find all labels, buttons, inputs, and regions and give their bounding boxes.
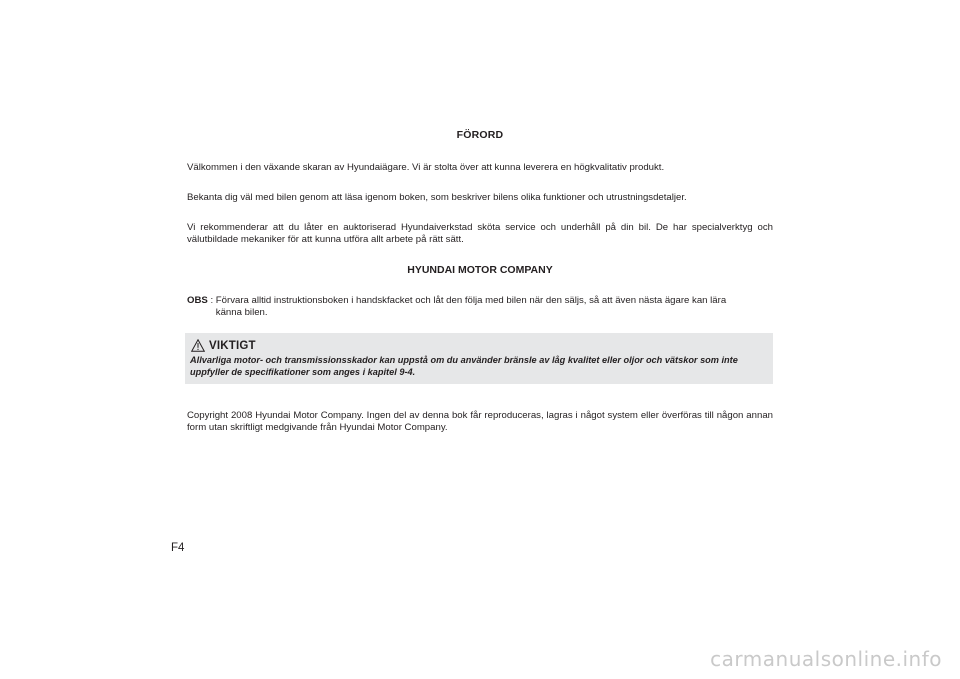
company-name: HYUNDAI MOTOR COMPANY xyxy=(407,264,553,276)
warning-title: VIKTIGT xyxy=(209,339,256,352)
obs-text xyxy=(216,295,773,319)
obs-note xyxy=(187,295,773,319)
warning-triangle-icon xyxy=(191,339,205,352)
obs-text-line-2: känna bilen. xyxy=(215,307,268,318)
warning-text: Allvarliga motor- och transmissionsskador kan uppstå om du använder bränsle av låg kvalitet eller oljor och vätskor som inte uppfyller de specifikationer som anges i kapitel 9-4. xyxy=(190,355,738,377)
copyright-notice: Copyright 2008 Hyundai Motor Company. Ingen del av denna bok får reproduceras, lagras i något system eller överföras till någon annan form utan skriftligt medgivande från Hyundai Motor Company. xyxy=(187,410,773,433)
obs-label: OBS xyxy=(187,295,208,306)
intro-paragraph-1: Välkommen i den växande skaran av Hyundaiägare. Vi är stolta över att kunna leverera en högkvalitativ produkt. xyxy=(187,162,665,173)
page-title: FÖRORD xyxy=(456,129,504,141)
obs-separator: : xyxy=(207,295,216,306)
intro-paragraph-2: Bekanta dig väl med bilen genom att läsa igenom boken, som beskriver bilens olika funktioner och utrustningsdetaljer. xyxy=(187,192,687,203)
intro-paragraph-3: Vi rekommenderar att du låter en auktoriserad Hyundaiverkstad sköta service och underhåll på din bil. De har specialverktyg och välutbildade mekaniker för att kunna utföra allt arbete på rätt sätt. xyxy=(187,222,773,245)
watermark-text: carmanualsonline.info xyxy=(710,647,942,671)
warning-box xyxy=(185,333,773,384)
obs-text-line-1: Förvara alltid instruktionsboken i handskfacket och låt den följa med bilen när den säljs, så att även nästa ägare kan lära xyxy=(215,295,727,306)
warning-header xyxy=(191,339,256,352)
page-number: F4 xyxy=(171,542,185,554)
